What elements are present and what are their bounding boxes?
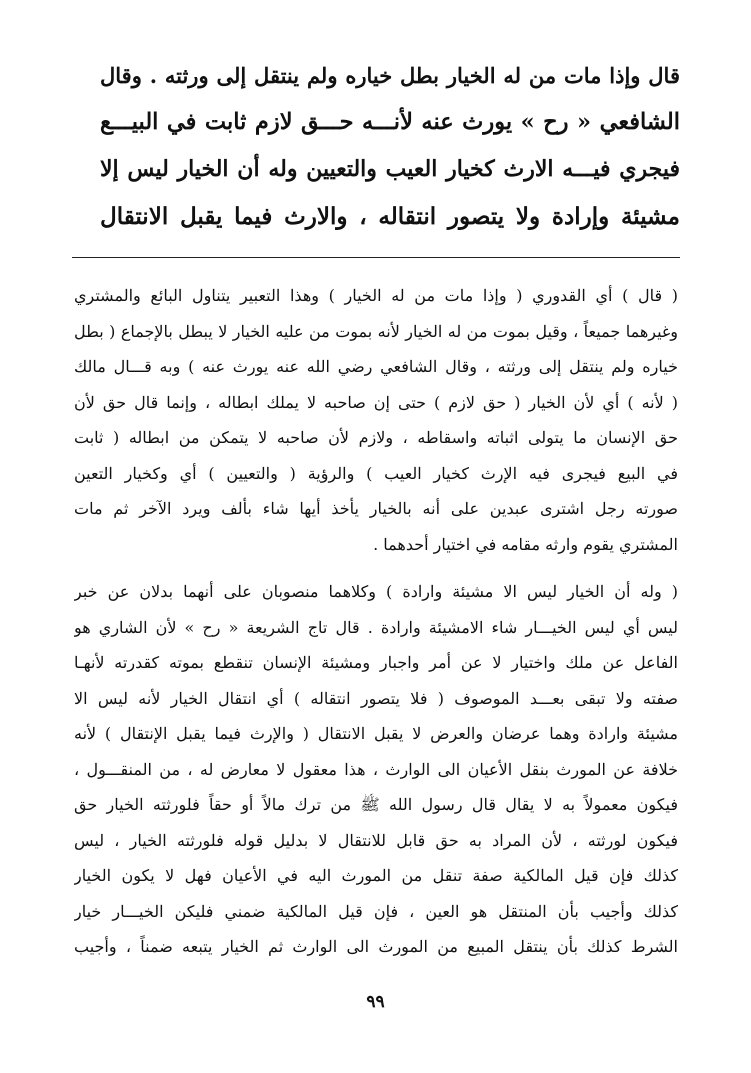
main-text-block: [100, 52, 680, 240]
commentary-line: ( لأنه ) أي لأن الخيار ( حق لازم ) حتى إن صاحبه لا يملك ابطاله ، وإنما قال حق لأن: [74, 392, 678, 412]
main-text-line: قال وإذا مات من له الخيار بطل خياره ولم ينتقل إلى ورثته . وقال: [100, 63, 680, 88]
commentary-line: صورته رجل اشترى عبدين على أنه بالخيار يأخذ أيها شاء بألف ويرد الآخر ثم مات: [74, 499, 678, 518]
commentary-line: كذلك وأجيب بأن المنتقل هو العين ، فإن قيل المالكية ضمني فليكن الخيـــار خيار: [74, 901, 678, 921]
commentary-paragraph-2: [74, 574, 678, 965]
paragraph-gap: [74, 562, 678, 574]
main-text-line: الشافعي « رح » يورث عنه لأنـــه حـــق لازم ثابت في البيـــع: [100, 109, 680, 135]
commentary-block: [74, 278, 678, 965]
main-text-line: مشيئة وإرادة ولا يتصور انتقاله ، والارث فيما يقبل الانتقال: [100, 203, 680, 230]
commentary-line: فيكون لورثته ، لأن المراد به حق قابل للانتقال لا بدليل قوله فلورثته الخيار ، ليس: [74, 830, 678, 850]
commentary-line: وغيرهما جميعاً ، وقيل بموت من له الخيار لأنه بموت من عليه الخيار لا يبطل بالإجماع ( بطل: [74, 321, 678, 341]
commentary-line: حق الإنسان ما يتولى اثباته واسقاطه ، ولازم لأن صاحبه لا يتمكن من ابطاله ( ثابت: [74, 428, 678, 447]
commentary-line: في البيع فيجرى فيه الإرث كخيار العيب ) والرؤية ( والتعيين ) أي وكخيار التعين: [74, 463, 678, 483]
separator-rule: [72, 257, 680, 258]
commentary-line: الشرط كذلك بأن ينتقل المبيع من المورث الى الوارث ثم الخيار يتبعه ضمناً ، وأجيب: [74, 937, 678, 956]
commentary-line: صفته ولا تبقى بعـــد الموصوف ( فلا يتصور انتقاله ) أي انتقال الخيار لأنه ليس الا: [74, 688, 678, 708]
commentary-line: المشتري يقوم وارثه مقامه في اختيار أحدهما .: [373, 534, 678, 554]
commentary-line: ( وله أن الخيار ليس الا مشيئة وارادة ) وكلاهما منصوبان على أنهما بدلان عن خبر: [74, 582, 678, 601]
commentary-line: ( قال ) أي القدوري ( وإذا مات من له الخيار ) وهذا التعبير يتناول البائع والمشتري: [74, 286, 678, 305]
commentary-line: ليس أي ليس الخيـــار شاء الامشيئة وارادة . قال تاج الشريعة « رح » لأن الشاري هو: [74, 617, 678, 637]
commentary-line: الفاعل عن ملك واختيار لا عن أمر واجبار ومشيئة الإنسان تنقطع بموته كقدرته لأنهـا: [74, 653, 678, 672]
commentary-line: خلافة عن المورث بنقل الأعيان الى الوارث ، هذا معقول لا معارض له ، من المنقـــول ،: [74, 759, 678, 779]
commentary-paragraph-1: [74, 278, 678, 562]
commentary-line: فيكون معمولاً به لا يقال قال رسول الله ﷺ من ترك مالاً أو حقاً فلورثته الخيار حق: [74, 795, 678, 814]
main-text-line: فيجري فيـــه الارث كخيار العيب والتعيين وله أن الخيار ليس إلا: [100, 156, 680, 182]
commentary-line: مشيئة وارادة وهما عرضان والعرض لا يقبل الانتقال ( والإرث فيما يقبل الإنتقال ) لأنه: [74, 724, 678, 743]
commentary-line: كذلك فإن قيل المالكية صفة تنقل من المورث اليه في الأعيان فهل لا يكون الخيار: [74, 866, 678, 885]
commentary-line: خياره ولم ينتقل إلى ورثته ، وقال الشافعي رضي الله عنه يورث عنه ) وبه قـــال مالك: [74, 357, 678, 376]
page-number: ٩٩: [366, 992, 385, 1012]
